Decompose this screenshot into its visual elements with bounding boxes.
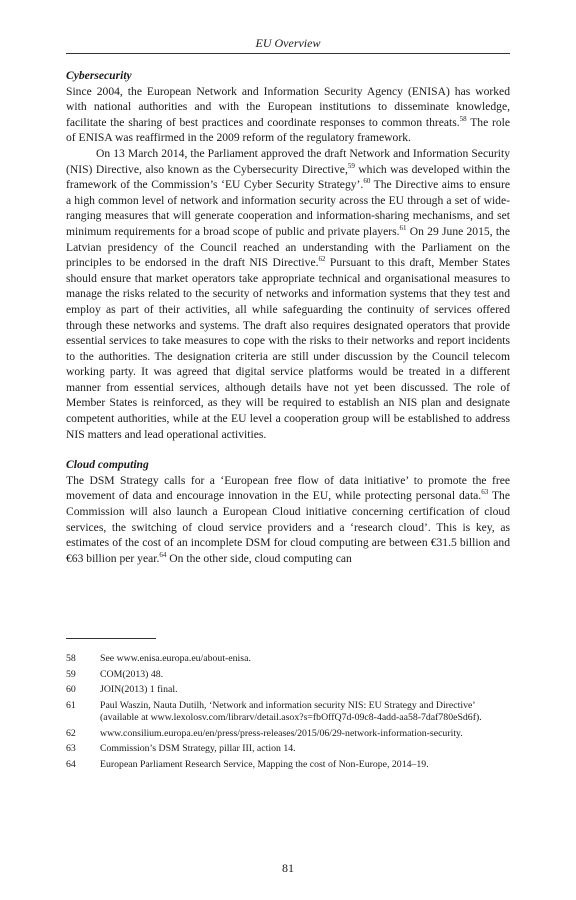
footnote-ref[interactable]: 62 (318, 255, 326, 264)
text-run: The DSM Strategy calls for a ‘European free flow of data initiative’ to promote the free movement of data and encourage innovation in the EU, while protecting personal data. (66, 473, 510, 503)
footnote-item (66, 684, 510, 697)
footnote-ref[interactable]: 59 (347, 161, 355, 170)
footnote-text: European Parliament Research Service, Mapping the cost of Non-Europe, 2014–19. (100, 758, 429, 770)
footnote-item (66, 759, 510, 772)
text-run: which was developed within the framework of the Commission’s ‘EU Cyber Security Strategy’. (66, 162, 510, 192)
footnote-ref[interactable]: 61 (399, 223, 407, 232)
footnote-ref[interactable]: 58 (459, 114, 467, 123)
footnote-item (66, 653, 510, 666)
section-gap (66, 442, 510, 457)
footnote-text: JOIN(2013) 1 final. (100, 684, 178, 695)
text-run: On the other side, cloud computing can (166, 551, 352, 565)
footnote-ref[interactable]: 63 (481, 488, 489, 497)
section-heading-cloud-computing: Cloud computing (66, 458, 149, 472)
footnote-text: www.consilium.europa.eu/en/press/press-releases/2015/06/29-network-information-security. (100, 727, 463, 739)
footnote-number: 64 (66, 758, 76, 770)
footnote-ref[interactable]: 64 (159, 550, 167, 559)
page-number: 81 (282, 861, 294, 875)
text-run: The Directive aims to ensure a high common level of network and information security across the EU through a set of wide-ranging measures that will generate cooperation and information-sharing mechanisms, and set minimum requirements for a broad scope of public and private players. (66, 178, 510, 238)
footnote-ref[interactable]: 60 (363, 177, 371, 186)
running-header: EU Overview (255, 36, 321, 50)
header-divider (66, 53, 510, 54)
footnote-text: COM(2013) 48. (100, 668, 164, 680)
footnotes (66, 653, 510, 774)
text-run: The role of ENISA was reaffirmed in the 2009 reform of the regulatory framework. (66, 115, 510, 145)
main-text (66, 68, 510, 566)
footnote-number: 62 (66, 727, 76, 739)
text-run: Pursuant to this draft, Member States should ensure that market operators take appropriate technical and organisational measures to manage the risks related to the security of networks and information systems that they test and employ as part of their activities, all while safeguarding the continuity of services offered through these networks and systems. The draft also requires designated operators that provide essential services to take measures to cope with the risks to their networks and report incidents to the authorities. The designation criteria are still under discussion by the Council telecom working party. It was agreed that digital service platforms would be treated in a different manner from essential services, although details have not yet been discussed. The role of Member States is reinforced, as they will be required to establish an NIS plan and designate competent authorities, while at the EU level a cooperation group will be established to address NIS matters and lead operational activities. (66, 256, 510, 441)
footnote-number: 58 (66, 653, 76, 664)
footnote-number: 59 (66, 668, 76, 680)
paragraph-nis-directive (66, 146, 510, 442)
text-run: The Commission will also launch a European Cloud initiative concerning certification of cloud services, the switching of cloud service providers and a ‘research cloud’. This is key, as estimates of the cost of an incomplete DSM for cloud computing are between €31.5 billion and €63 billion per year. (66, 489, 510, 565)
footnote-divider (66, 638, 156, 639)
footnote-item (66, 700, 510, 725)
footnote-item (66, 743, 510, 756)
paragraph-enisa (66, 84, 510, 146)
text-run: On 13 March 2014, the Parliament approved the draft Network and Information Security (NIS) Directive, also known as the Cybersecurity Directive, (66, 146, 510, 176)
text-run: On 29 June 2015, the Latvian presidency of the Council reached an understanding with the Parliament on the principles to be endorsed in the draft NIS Directive. (66, 224, 511, 270)
footnote-number: 61 (66, 699, 76, 711)
footnote-item (66, 728, 510, 741)
footnote-text: Paul Waszin, Nauta Dutilh, ‘Network and information security NIS: EU Strategy and Directive’ (available at www.lexolosv.com/librarv/detail.asox?s=fbOffQ7d-09c8-4add-aa58-7daf780eSd6f). (100, 699, 482, 723)
section-heading-cybersecurity: Cybersecurity (66, 69, 132, 82)
footnote-text: Commission’s DSM Strategy, pillar III, action 14. (100, 743, 296, 754)
footnote-number: 60 (66, 684, 76, 695)
footnote-item (66, 669, 510, 682)
text-run: Since 2004, the European Network and Information Security Agency (ENISA) has worked with national authorities and with the European institutions to disseminate knowledge, facilitate the sharing of best practices and coordinate responses to common threats. (66, 84, 510, 129)
footnote-number: 63 (66, 743, 76, 754)
footnote-text: See www.enisa.europa.eu/about-enisa. (100, 653, 251, 664)
paragraph-cloud (66, 473, 510, 567)
